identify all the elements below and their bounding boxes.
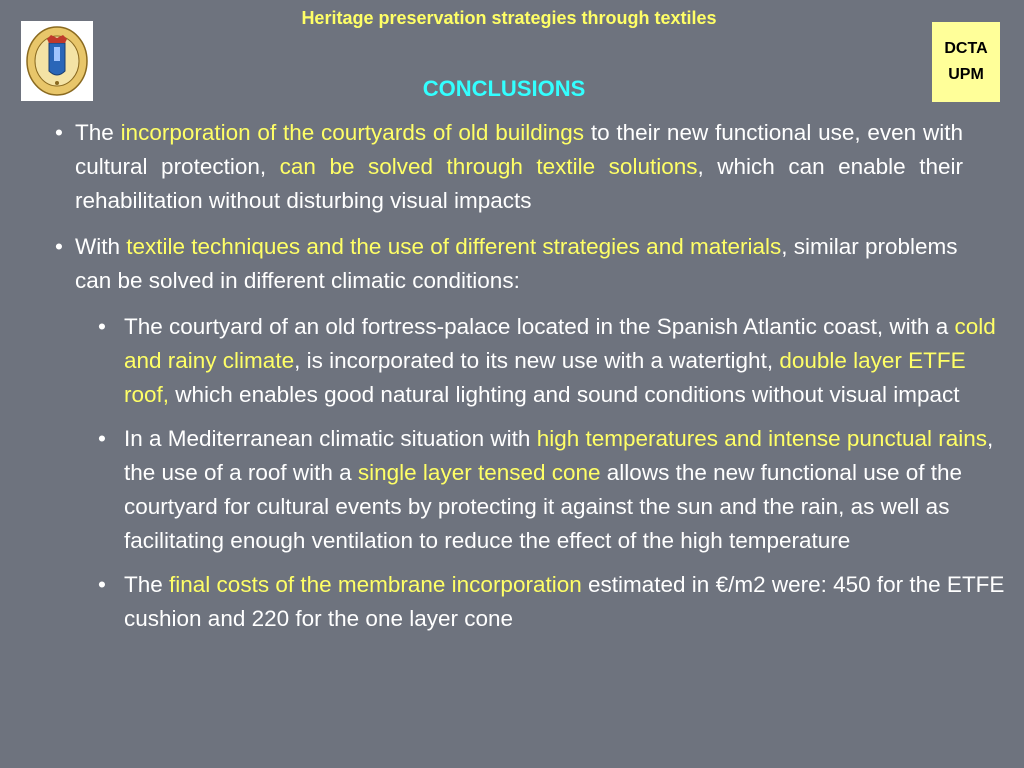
badge-line-2: UPM [948, 66, 984, 83]
highlight-segment: can be solved through textile solutions [279, 154, 698, 179]
text-segment: , the use of a roof with a [124, 426, 994, 485]
bullet-courtyards [55, 116, 963, 218]
text-segment: , which can enable their rehabilitation without disturbing visual impacts [75, 154, 963, 213]
text-segment: The courtyard of an old fortress-palace located in the Spanish Atlantic coast, with a [124, 314, 955, 339]
highlight-segment: single layer tensed cone [357, 460, 601, 485]
bullet-textile-techniques [55, 230, 963, 298]
badge-line-1: DCTA [944, 40, 988, 57]
sub-bullet-costs [55, 568, 1010, 636]
text-segment: The [75, 120, 121, 145]
text-segment: estimated in €/m2 were: 450 for the ETFE cushion and 220 for the one layer cone [124, 572, 1005, 631]
highlight-segment: cold and rainy climate [124, 314, 996, 373]
text-segment: , similar problems can be solved in different climatic conditions: [75, 234, 958, 293]
highlight-segment: high temperatures and intense punctual rains [536, 426, 987, 451]
highlight-segment: textile techniques and the use of different strategies and materials [126, 234, 782, 259]
text-segment: to their new functional use, even with cultural protection, [75, 120, 963, 179]
sub-bullet-atlantic [55, 310, 1010, 412]
sub-bullet-mediterranean [55, 422, 1010, 558]
text-segment: allows the new functional use of the courtyard for cultural events by protecting it against the sun and the rain, as well as facilitating enough ventilation to reduce the effect of the high temperature [124, 460, 963, 553]
text-segment: , is incorporated to its new use with a watertight, [294, 348, 780, 373]
conclusions-list [55, 116, 1010, 646]
header-title: Heritage preservation strategies through textiles [301, 8, 717, 28]
highlight-segment: final costs of the membrane incorporation [169, 572, 582, 597]
section-title: CONCLUSIONS [422, 76, 586, 101]
highlight-segment: double layer ETFE roof, [124, 348, 966, 407]
highlight-segment: incorporation of the courtyards of old buildings [120, 120, 585, 145]
text-segment: which enables good natural lighting and sound conditions without visual impact [169, 382, 960, 407]
text-segment: In a Mediterranean climatic situation with [124, 426, 537, 451]
text-segment: The [124, 572, 170, 597]
text-segment: With [75, 234, 127, 259]
